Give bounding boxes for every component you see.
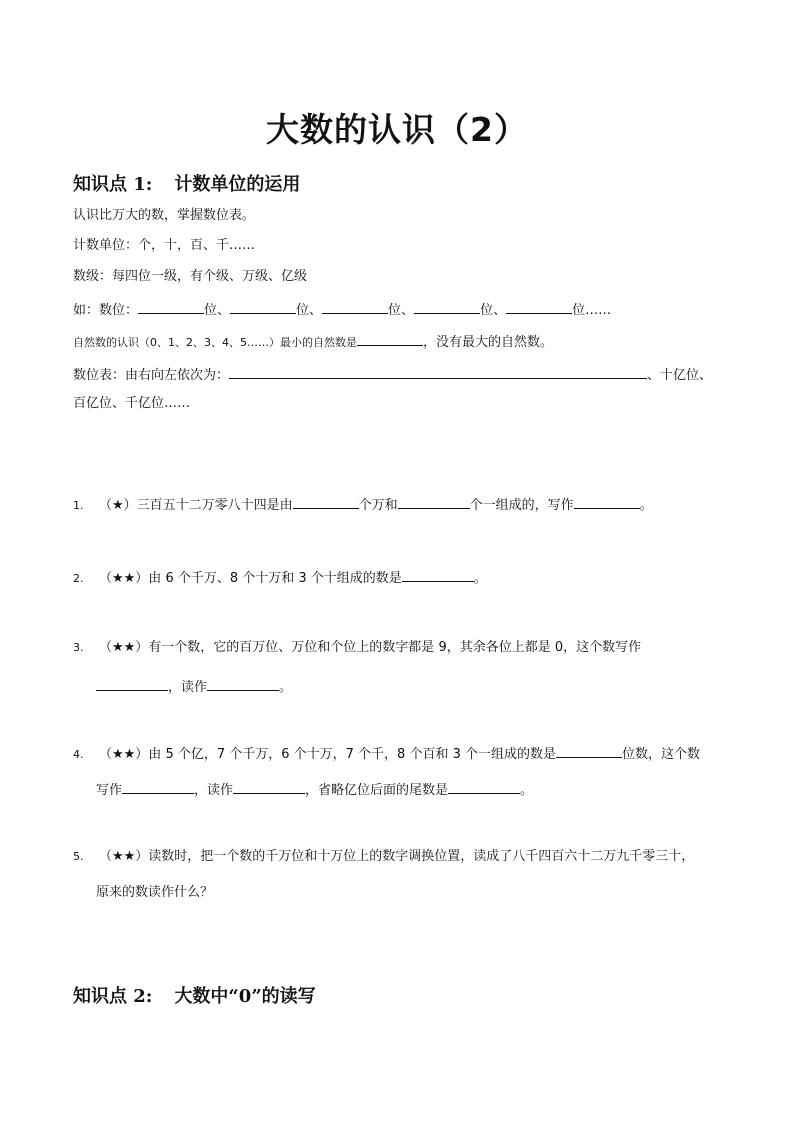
- knowledge-line: 认识比万大的数，掌握数位表。: [73, 208, 256, 223]
- question-5-continued: 原来的数读作什么？: [96, 885, 214, 900]
- question-number: 3.: [73, 641, 84, 654]
- line-text: 位、: [480, 303, 507, 318]
- question-text: （★★）由 5 个亿，7 个千万，6 个十万，7 个千，8 个百和 3 个一组成的数是: [99, 747, 556, 762]
- answer-blank[interactable]: [138, 299, 204, 314]
- question-1: [73, 494, 653, 515]
- section-number: 知识点 1:: [73, 174, 153, 195]
- answer-blank[interactable]: [556, 743, 622, 758]
- question-text: 写作: [96, 783, 123, 798]
- line-text: 位、: [388, 303, 415, 318]
- question-text: ，读作: [194, 783, 234, 798]
- question-2: [73, 567, 487, 588]
- answer-blank[interactable]: [414, 299, 480, 314]
- question-4: [73, 743, 700, 764]
- question-text: 。: [279, 680, 293, 695]
- answer-blank[interactable]: [574, 494, 640, 509]
- answer-blank[interactable]: [506, 299, 572, 314]
- line-text: ，没有最大的自然数。: [423, 335, 554, 350]
- question-text: （★★）有一个数，它的百万位、万位和个位上的数字都是 9，其余各位上都是 0，这个数写作: [99, 640, 642, 655]
- question-text: （★★）读数时，把一个数的千万位和十万位上的数字调换位置，读成了八千四百六十二万九千零三十，: [99, 849, 695, 864]
- answer-blank[interactable]: [398, 494, 470, 509]
- question-text: 位数，这个数: [622, 747, 701, 762]
- question-text: （★）三百五十二万零八十四是由: [99, 498, 293, 513]
- knowledge-line: 百亿位、千亿位……: [73, 396, 191, 411]
- page-title: 大数的认识（2）: [266, 110, 528, 149]
- knowledge-line: 数级：每四位一级，有个级、万级、亿级: [73, 269, 308, 284]
- answer-blank[interactable]: [402, 567, 474, 582]
- line-text: 数位表：由右向左依次为：: [73, 368, 230, 383]
- answer-blank[interactable]: [448, 779, 520, 794]
- place-table-line: [73, 364, 712, 385]
- section-number: 知识点 2:: [73, 986, 153, 1007]
- natural-number-line: [73, 331, 553, 352]
- question-text: 个万和: [358, 498, 398, 513]
- question-number: 2.: [73, 572, 84, 585]
- question-5: [73, 848, 694, 866]
- section-heading-2: [73, 982, 316, 1008]
- answer-blank[interactable]: [293, 494, 359, 509]
- answer-blank[interactable]: [230, 299, 296, 314]
- answer-blank[interactable]: [207, 676, 279, 691]
- question-text: 。: [473, 571, 487, 586]
- answer-blank[interactable]: [233, 779, 305, 794]
- line-text: 位……: [572, 303, 612, 318]
- question-text: ，读作: [168, 680, 208, 695]
- answer-blank[interactable]: [357, 331, 423, 346]
- answer-blank[interactable]: [229, 364, 647, 379]
- line-text: 、十亿位、: [647, 368, 713, 383]
- line-text: 位、: [296, 303, 323, 318]
- answer-blank[interactable]: [322, 299, 388, 314]
- question-number: 1.: [73, 499, 84, 512]
- question-number: 5.: [73, 850, 84, 863]
- line-text: 如：数位：: [73, 303, 139, 318]
- question-text: 。: [639, 498, 653, 513]
- question-3-continued: [96, 676, 292, 697]
- section-title: 计数单位的运用: [174, 174, 301, 195]
- question-text: 。: [520, 783, 534, 798]
- question-text: （★★）由 6 个千万、8 个十万和 3 个十组成的数是: [99, 571, 402, 586]
- digit-places-line: [73, 299, 611, 320]
- section-title: 大数中“0”的读写: [174, 986, 316, 1007]
- answer-blank[interactable]: [122, 779, 194, 794]
- question-text: ，省略亿位后面的尾数是: [305, 783, 449, 798]
- question-3: [73, 639, 641, 657]
- question-number: 4.: [73, 748, 84, 761]
- line-text: 自然数的认识（0、1、2、3、4、5……）最小的自然数是: [73, 336, 357, 349]
- knowledge-line: 计数单位：个，十，百、千……: [73, 238, 256, 253]
- question-4-continued: [96, 779, 533, 800]
- answer-blank[interactable]: [96, 676, 168, 691]
- question-text: 个一组成的，写作: [469, 498, 574, 513]
- line-text: 位、: [204, 303, 231, 318]
- section-heading-1: [73, 170, 300, 196]
